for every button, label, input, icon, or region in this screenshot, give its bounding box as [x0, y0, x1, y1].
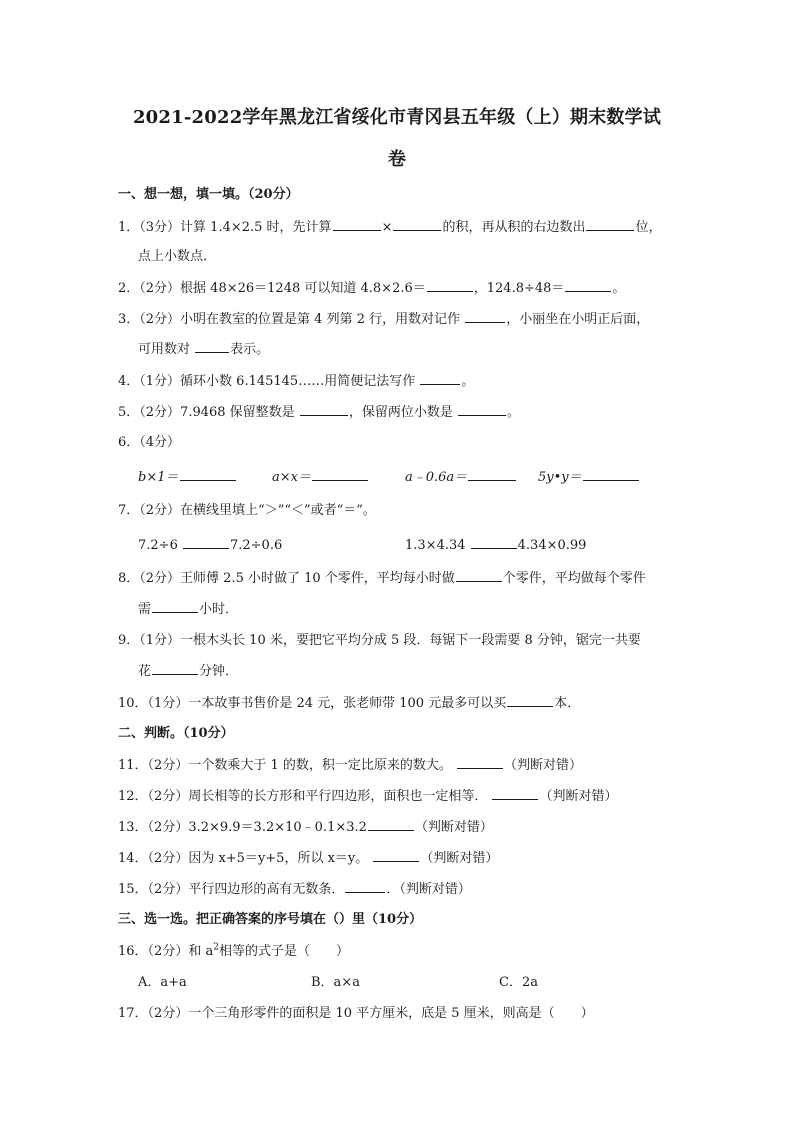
answer-blank [457, 756, 503, 769]
question-3-line-2 [138, 340, 269, 359]
question-15-text-a: 15．（2分）平行四边形的高有无数条． [118, 882, 345, 897]
question-1-text-c: 的积，再从积的右边数出 [442, 220, 586, 235]
answer-blank [507, 694, 553, 707]
question-16-option-b[interactable]: B．a×a [311, 975, 360, 990]
question-12 [118, 787, 617, 806]
title-line-2: 卷 [387, 149, 407, 170]
question-16-option-a[interactable]: A．a+a [138, 975, 187, 990]
section-heading-3: 三、选一选。把正确答案的序号填在（）里（10分） [118, 912, 423, 927]
answer-blank [180, 468, 236, 481]
question-6-expr-4 [538, 468, 640, 487]
answer-blank [465, 310, 505, 323]
question-8 [118, 569, 646, 588]
question-5-text-c: 。 [506, 405, 520, 420]
answer-blank [468, 468, 516, 481]
compare-right: 7.2÷0.6 [229, 538, 283, 553]
question-7-compare-1 [138, 536, 282, 555]
answer-blank [420, 372, 460, 385]
question-12-text-b: （判断对错） [539, 789, 618, 804]
question-9-text-c: 分钟． [199, 664, 239, 679]
answer-blank [586, 218, 634, 231]
compare-left: 7.2÷6 [138, 538, 178, 553]
question-5 [118, 403, 520, 422]
question-9: 9．（1分）一根木头长 10 米，要把它平均分成 5 段．每锯下一段需要 8 分钟，锯完一共要 [118, 633, 641, 648]
question-10-text-a: 10．（1分）一本故事书售价是 24 元，张老师带 100 元最多可以买 [118, 696, 507, 711]
question-2-text-c: 。 [612, 281, 626, 296]
expr-text: a×x＝ [272, 470, 311, 485]
question-7: 7．（2分）在横线里填上“＞”“＜”或者“＝”。 [118, 503, 376, 518]
question-1 [118, 218, 662, 237]
question-3-text-c: 可用数对 [138, 342, 191, 357]
answer-blank [195, 340, 229, 353]
question-15 [118, 880, 471, 899]
question-6-expr-3 [405, 468, 517, 487]
question-16-text-a: 16．（2分）和 a [118, 944, 214, 959]
question-2-text-b: ，124.8÷48＝ [473, 281, 565, 296]
question-14 [118, 849, 498, 868]
answer-blank [183, 536, 229, 549]
question-3 [118, 310, 649, 329]
question-8-line-2 [138, 600, 238, 619]
compare-left: 1.3×4.34 [405, 538, 466, 553]
question-17: 17．（2分）一个三角形零件的面积是 10 平方厘米，底是 5 厘米，则高是（ ） [118, 1006, 594, 1021]
answer-blank [492, 787, 538, 800]
question-8-text-d: 小时． [199, 602, 239, 617]
question-8-text-a: 8．（2分）王师傅 2.5 小时做了 10 个零件，平均每小时做 [118, 571, 455, 586]
question-3-text-a: 3．（2分）小明在教室的位置是第 4 列第 2 行，用数对记作 [118, 312, 461, 327]
expr-text: a﹣0.6a＝ [405, 470, 468, 485]
expr-text: 5y•y＝ [538, 470, 582, 485]
question-6: 6．（4分） [118, 435, 181, 450]
answer-blank [583, 468, 639, 481]
question-10-text-b: 本． [554, 696, 581, 711]
compare-right: 4.34×0.99 [517, 538, 587, 553]
question-8-text-b: 个零件，平均做每个零件 [502, 571, 646, 586]
question-9-text-b: 花 [138, 664, 152, 679]
answer-blank [152, 600, 198, 613]
answer-blank [471, 536, 517, 549]
answer-blank [565, 279, 611, 292]
section-heading-1: 一、想一想，填一填。（20分） [118, 187, 299, 202]
question-6-expr-2 [272, 468, 369, 487]
question-16-option-c[interactable]: C．2a [499, 975, 538, 990]
question-4-text-a: 4．（1分）循环小数 6.145145……用简便记法写作 [118, 374, 416, 389]
question-1-line-2: 点上小数点． [138, 249, 217, 264]
question-8-text-c: 需 [138, 602, 152, 617]
question-13-text-a: 13．（2分）3.2×9.9＝3.2×10﹣0.1×3.2 [118, 820, 367, 835]
question-3-text-d: 表示。 [230, 342, 270, 357]
question-16-superscript: 2 [213, 942, 219, 953]
answer-blank [393, 218, 441, 231]
question-16-text-b: 相等的式子是（ ） [218, 944, 349, 959]
question-5-text-b: ，保留两位小数是 [348, 405, 453, 420]
title-line-1: 2021-2022学年黑龙江省绥化市青冈县五年级（上）期末数学试 [132, 107, 662, 128]
question-14-text-b: （判断对错） [420, 851, 499, 866]
answer-blank [427, 279, 473, 292]
question-7-compare-2 [405, 536, 586, 555]
question-2 [118, 279, 625, 298]
question-6-expr-1 [138, 468, 237, 487]
answer-blank [300, 403, 348, 416]
question-13-text-b: （判断对错） [414, 820, 493, 835]
question-1-text-d: 位， [635, 220, 662, 235]
question-11-text-b: （判断对错） [504, 758, 583, 773]
question-10 [118, 694, 580, 713]
question-14-text-a: 14．（2分）因为 x+5＝y+5，所以 x＝y。 [118, 851, 369, 866]
question-11 [118, 756, 582, 775]
answer-blank [456, 569, 502, 582]
section-heading-2: 二、判断。（10分） [118, 726, 234, 741]
answer-blank [458, 403, 506, 416]
answer-blank [373, 849, 419, 862]
question-9-line-2 [138, 662, 238, 681]
question-4 [118, 372, 474, 391]
question-15-text-b: ．（判断对错） [386, 882, 471, 897]
answer-blank [312, 468, 368, 481]
question-1-text-a: 1．（3分）计算 1.4×2.5 时，先计算 [118, 220, 332, 235]
answer-blank [152, 662, 198, 675]
question-11-text-a: 11．（2分）一个数乘大于 1 的数，积一定比原来的数大。 [118, 758, 452, 773]
question-13 [118, 818, 493, 837]
question-5-text-a: 5．（2分）7.9468 保留整数是 [118, 405, 295, 420]
answer-blank [333, 218, 381, 231]
answer-blank [368, 818, 414, 831]
question-12-text-a: 12．（2分）周长相等的长方形和平行四边形，面积也一定相等． [118, 789, 488, 804]
question-16 [118, 943, 349, 961]
question-2-text-a: 2．（2分）根据 48×26＝1248 可以知道 4.8×2.6＝ [118, 281, 426, 296]
question-4-text-b: 。 [461, 374, 475, 389]
question-1-text-b: × [381, 220, 393, 235]
question-3-text-b: ，小丽坐在小明正后面， [506, 312, 650, 327]
answer-blank [345, 880, 385, 893]
expr-text: b×1＝ [138, 470, 179, 485]
